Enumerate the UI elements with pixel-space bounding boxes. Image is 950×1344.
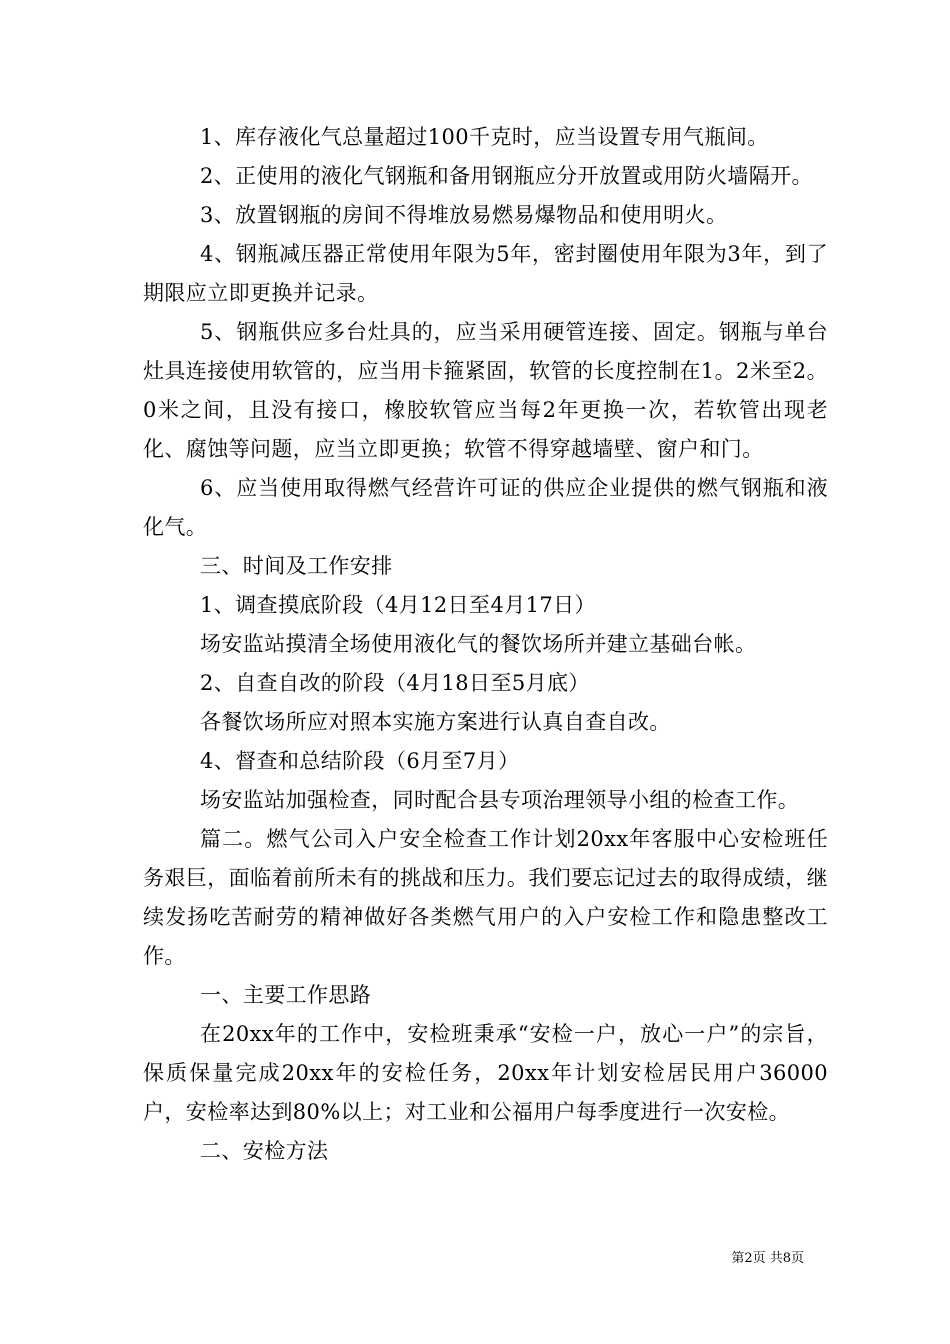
section-heading-work-ideas: 一、主要工作思路 bbox=[200, 983, 372, 1007]
schedule-stage-1-detail: 场安监站摸清全场使用液化气的餐饮场所并建立基础台帐。 bbox=[200, 632, 757, 656]
schedule-stage-4: 4、督查和总结阶段（6月至7月） bbox=[200, 749, 520, 773]
page-number-footer: 第2页 共8页 bbox=[731, 1251, 804, 1266]
part-two-intro: 篇二。燃气公司入户安全检查工作计划20xx年客服中心安检班任务艰巨，面临着前所未有的挑战和压力。我们要忘记过去的取得成绩，继续发扬吃苦耐劳的精神做好各类燃气用户的入户安检工作和隐患整改工作。 bbox=[143, 827, 828, 968]
schedule-stage-2-detail: 各餐饮场所应对照本实施方案进行认真自查自改。 bbox=[200, 710, 671, 734]
paragraph-item-2: 2、正使用的液化气钢瓶和备用钢瓶应分开放置或用防火墙隔开。 bbox=[200, 164, 813, 188]
schedule-stage-4-detail: 场安监站加强检查，同时配合县专项治理领导小组的检查工作。 bbox=[200, 788, 800, 812]
paragraph-item-3: 3、放置钢瓶的房间不得堆放易燃易爆物品和使用明火。 bbox=[200, 203, 728, 227]
section-heading-methods: 二、安检方法 bbox=[200, 1139, 329, 1163]
document-body bbox=[143, 118, 828, 1171]
schedule-stage-2: 2、自查自改的阶段（4月18日至5月底） bbox=[200, 671, 590, 695]
paragraph-item-6: 6、应当使用取得燃气经营许可证的供应企业提供的燃气钢瓶和液化气。 bbox=[143, 476, 828, 539]
paragraph-item-4: 4、钢瓶减压器正常使用年限为5年，密封圈使用年限为3年，到了期限应立即更换并记录。 bbox=[143, 242, 828, 305]
paragraph-item-1: 1、库存液化气总量超过100千克时，应当设置专用气瓶间。 bbox=[200, 125, 769, 149]
schedule-stage-1: 1、调查摸底阶段（4月12日至4月17日） bbox=[200, 593, 596, 617]
work-ideas-paragraph: 在20xx年的工作中，安检班秉承“安检一户，放心一户”的宗旨，保质保量完成20xx年的安检任务，20xx年计划安检居民用户36000户，安检率达到80%以上；对工业和公福用户每季度进行一次安检。 bbox=[143, 1022, 828, 1124]
paragraph-item-5: 5、钢瓶供应多台灶具的，应当采用硬管连接、固定。钢瓶与单台灶具连接使用软管的，应当用卡箍紧固，软管的长度控制在1。2米至2。0米之间，且没有接口，橡胶软管应当每2年更换一次，若软管出现老化、腐蚀等问题，应当立即更换；软管不得穿越墙壁、窗户和门。 bbox=[143, 320, 828, 461]
section-heading-schedule: 三、时间及工作安排 bbox=[200, 554, 393, 578]
